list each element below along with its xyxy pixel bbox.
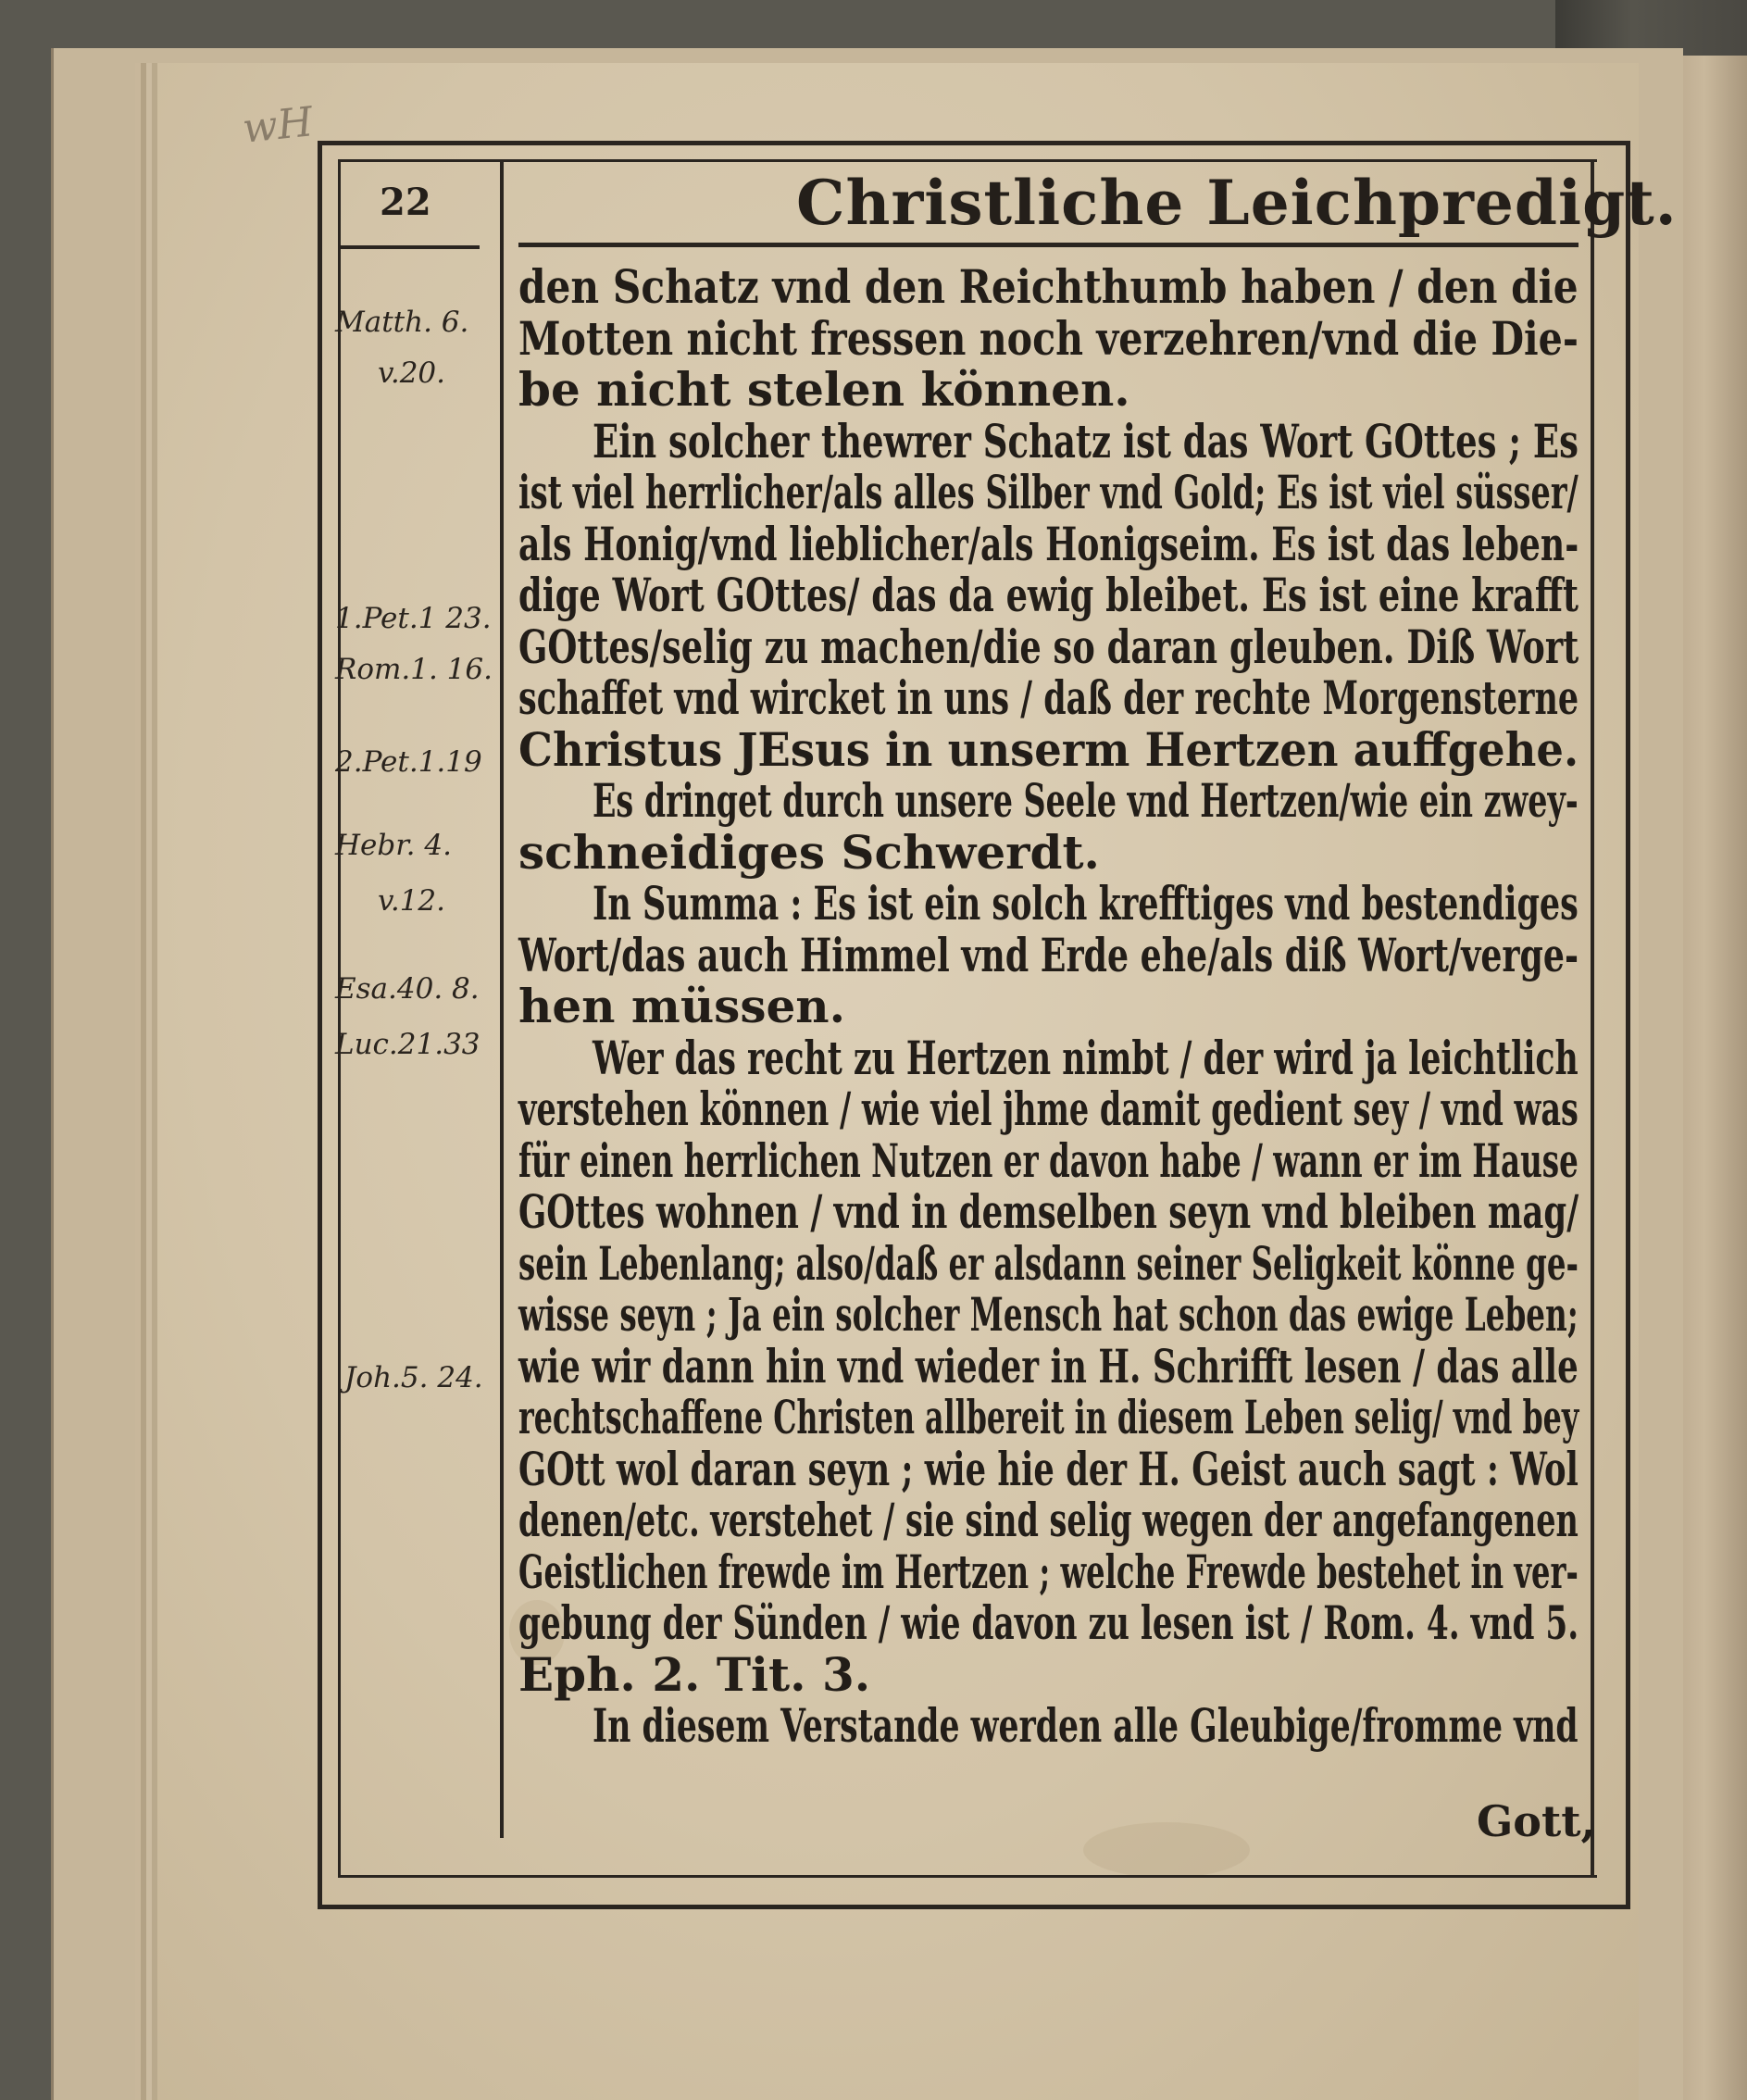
margin-note: Matth. 6. — [335, 306, 469, 339]
text-line: Christus JEsus in unserm Hertzen auffgehe. — [518, 721, 1579, 777]
margin-note: v.12. — [378, 884, 445, 918]
text-line: Es dringet durch unsere Seele vnd Hertzen/wie ein zwey- — [593, 773, 1579, 828]
text-line: Ein solcher thewrer Schatz ist das Wort GOttes ; Es — [593, 413, 1579, 469]
text-line: wie wir dann hin vnd wieder in H. Schrifft lesen / das alle — [518, 1338, 1579, 1394]
text-line: Wort/das auch Himmel vnd Erde ehe/als diß Wort/verge- — [518, 927, 1579, 982]
text-line: schneidiges Schwerdt. — [518, 824, 1100, 880]
text-line: denen/etc. verstehet / sie sind selig wegen der angefangenen — [518, 1493, 1579, 1547]
text-line: den Schatz vnd den Reichthumb haben / den die — [518, 259, 1579, 314]
running-header: Christliche Leichpredigt. — [796, 167, 1678, 239]
text-line: rechtschaffene Christen allbereit in diesem Leben selig/ vnd bey — [518, 1390, 1579, 1444]
text-line: GOttes/selig zu machen/die so daran gleuben. Diß Wort — [518, 619, 1579, 674]
margin-note: Luc.21.33 — [335, 1028, 480, 1061]
text-line: für einen herrlichen Nutzen er davon habe / wann er im Hause — [518, 1132, 1579, 1188]
page-number: 22 — [380, 181, 431, 224]
text-line: Motten nicht fressen noch verzehren/vnd die Die- — [518, 310, 1579, 366]
text-line: gebung der Sünden / wie davon zu lesen ist / Rom. 4. vnd 5. — [518, 1595, 1579, 1650]
text-line: In Summa : Es ist ein solch krefftiges vnd bestendiges — [593, 876, 1579, 931]
catchword: Gott, — [1477, 1796, 1596, 1846]
margin-note: 1.Pet.1 23. — [335, 602, 492, 635]
text-line: ist viel herrlicher/als alles Silber vnd Gold; Es ist viel süsser/ — [518, 465, 1579, 519]
text-line: be nicht stelen können. — [518, 362, 1130, 417]
frame-inner-right — [1591, 159, 1594, 1878]
frame-inner-top — [338, 159, 1597, 162]
frame-inner-left — [338, 159, 341, 1878]
text-line: schaffet vnd wircket in uns / daß der rechte Morgensterne — [518, 670, 1579, 725]
text-line: Eph. 2. Tit. 3. — [518, 1646, 871, 1702]
text-line: dige Wort GOttes/ das da ewig bleibet. Es ist eine krafft — [518, 568, 1579, 622]
text-line: Geistlichen frewde im Hertzen ; welche Frewde bestehet in ver- — [518, 1544, 1579, 1599]
frame-inner-bottom — [338, 1875, 1597, 1878]
margin-note: 2.Pet.1.19 — [335, 745, 482, 779]
text-line: In diesem Verstande werden alle Gleubige/fromme vnd — [593, 1698, 1579, 1753]
text-line: als Honig/vnd lieblicher/als Honigseim. Es ist das leben- — [518, 516, 1579, 571]
text-line: hen müssen. — [518, 979, 846, 1033]
text-line: Wer das recht zu Hertzen nimbt / der wird ja leichtlich — [593, 1030, 1579, 1085]
margin-note: Esa.40. 8. — [335, 972, 480, 1006]
margin-column-rule — [500, 162, 504, 1838]
margin-note: Joh.5. 24. — [344, 1361, 483, 1394]
pencil-annotation: wH — [240, 98, 316, 153]
text-line: GOttes wohnen / vnd in demselben seyn vnd bleiben mag/ — [518, 1184, 1579, 1239]
text-line: GOtt wol daran seyn ; wie hie der H. Geist auch sagt : Wol — [518, 1441, 1579, 1496]
text-line: wisse seyn ; Ja ein solcher Mensch hat schon das ewige Leben; — [518, 1287, 1579, 1342]
margin-note: Rom.1. 16. — [335, 653, 493, 686]
text-line: verstehen können / wie viel jhme damit gedient sey / vnd was — [518, 1081, 1579, 1136]
header-rule — [518, 243, 1579, 247]
page-number-rule — [341, 245, 480, 249]
margin-note: Hebr. 4. — [335, 829, 452, 862]
text-line: sein Lebenlang; also/daß er alsdann seiner Seligkeit könne ge- — [518, 1235, 1579, 1291]
margin-note: v.20. — [378, 356, 445, 390]
